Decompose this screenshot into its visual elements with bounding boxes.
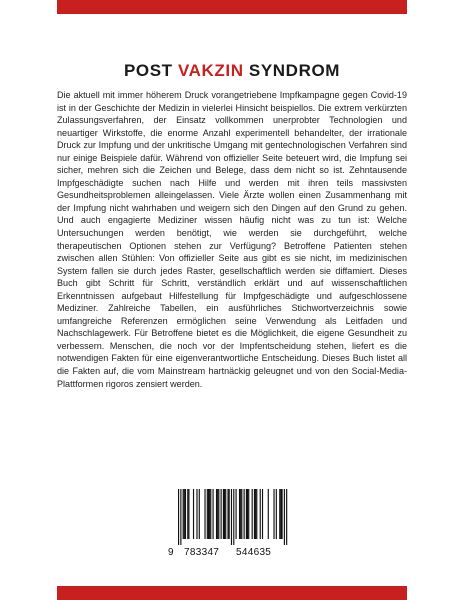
barcode-bar — [221, 489, 222, 539]
barcode-bar — [187, 489, 188, 539]
barcode-bar — [185, 489, 186, 539]
barcode-bar — [284, 489, 285, 545]
barcode-bar — [247, 489, 248, 539]
barcode-bar — [273, 489, 274, 539]
barcode-bar — [268, 489, 269, 539]
barcode-bar — [223, 489, 224, 539]
barcode-bar — [213, 489, 214, 539]
barcode-bar — [183, 489, 184, 539]
barcode-bar — [193, 489, 194, 539]
barcode-bar — [252, 489, 253, 539]
barcode-bar — [217, 489, 218, 539]
barcode-bar — [276, 489, 277, 539]
barcode-bar — [262, 489, 263, 539]
barcode-bar — [248, 489, 249, 539]
barcode-bar — [233, 489, 234, 545]
barcode-bar — [256, 489, 257, 539]
barcode-bar — [286, 489, 287, 545]
barcode-bar — [227, 489, 228, 539]
barcode-bar — [180, 489, 181, 545]
barcode-bar — [208, 489, 209, 539]
isbn-group-2: 544635 — [236, 547, 272, 558]
barcode-bars — [172, 489, 292, 547]
barcode-bar — [196, 489, 197, 539]
barcode-bar — [210, 489, 211, 539]
barcode-bar — [255, 489, 256, 539]
barcode-bar — [240, 489, 241, 539]
barcode-bar — [244, 489, 245, 539]
barcode-bar — [216, 489, 217, 539]
top-red-bar — [57, 0, 407, 14]
title-part-syndrom: SYNDROM — [243, 61, 341, 80]
barcode-bar — [282, 489, 283, 539]
title-part-vakzin: VAKZIN — [177, 61, 244, 80]
barcode-bar — [224, 489, 225, 539]
book-title — [0, 61, 464, 81]
barcode-bar — [229, 489, 230, 539]
barcode-bar — [218, 489, 219, 539]
barcode-bar — [241, 489, 242, 539]
barcode-bar — [246, 489, 247, 539]
barcode-bar — [254, 489, 255, 539]
back-cover-blurb: Die aktuell mit immer höherem Druck vorangetriebene Impfkampagne gegen Covid-19 ist in der Geschichte der Medizin in vielerlei Hinsicht beispiellos. Die extrem verkürzten Zulassungsverfahren, der Einsatz vollkommen unerprobter Technologien und neuartiger Wirkstoffe, die enorme Anzahl experimentell behandelter, der irrationale Druck zur Impfung und der unkritische Umgang mit gentechnologischen Verfahren sind nur einige Beispiele dafür. Während von offizieller Seite beteuert wird, die Impfung sei sicher, mehren sich die Zeichen und Belege, dass dem nicht so ist. Zehntausende Impfgeschädigte suchen nach Hilfe und werden mit ihren teils massivsten Gesundheitsproblemen alleingelassen. Viele Ärzte wollen einen Zusammenhang mit der Impfung nicht wahrhaben und weigern sich den Dingen auf den Grund zu gehen. Und auch engagierte Mediziner wissen häufig nicht was zu tun ist: Welche Untersuchungen werden benötigt, wie werden sie durchgeführt, welche therapeutischen Optionen stehen zur Verfügung? Betroffene Patienten stehen zwischen allen Stühlen: Von offizieller Seite aus gibt es sie nicht, im medizinischen System fallen sie durch jedes Raster, gesellschaftlich werden sie diffamiert. Dieses Buch gibt Schritt für Schritt, verständlich erklärt und auf wissenschaftlichen Erkenntnissen aufgebaut Hilfestellung für Impfgeschädigte und aufgeschlossene Mediziner. Zahlreiche Tabellen, ein ausführliches Stichwortverzeichnis sowie umfangreiche Referenzen ermöglichen seine Verwendung als Leitfaden und Nachschlagewerk. Für Betroffene bietet es die Möglichkeit, die eigene Gesundheit zu verbessern. Menschen, die noch vor der Impfentscheidung stehen, liefert es die notwendigen Fakten für eine eigenverantwortliche Entscheidung. Dieses Buch listet all die Fakten auf, die vom Mainstream hartnäckig geleugnet und von den Social-Media-Plattformen rigoros zensiert werden. — [57, 90, 407, 389]
isbn-first-digit: 9 — [168, 547, 174, 558]
barcode-bar — [236, 489, 237, 539]
barcode-bar — [279, 489, 280, 539]
barcode-bar — [280, 489, 281, 539]
barcode-bar — [178, 489, 179, 545]
barcode-bar — [199, 489, 200, 539]
barcode-bar — [188, 489, 189, 539]
barcode-bar — [260, 489, 261, 539]
barcode-bar — [184, 489, 185, 539]
isbn-group-1: 783347 — [184, 547, 220, 558]
barcode-bar — [207, 489, 208, 539]
title-part-post: POST — [123, 61, 178, 80]
barcode-bar — [204, 489, 205, 539]
barcode-bar — [209, 489, 210, 539]
barcode-bar — [239, 489, 240, 539]
barcode-bar — [225, 489, 226, 539]
bottom-red-bar — [57, 586, 407, 600]
barcode-bar — [231, 489, 232, 545]
